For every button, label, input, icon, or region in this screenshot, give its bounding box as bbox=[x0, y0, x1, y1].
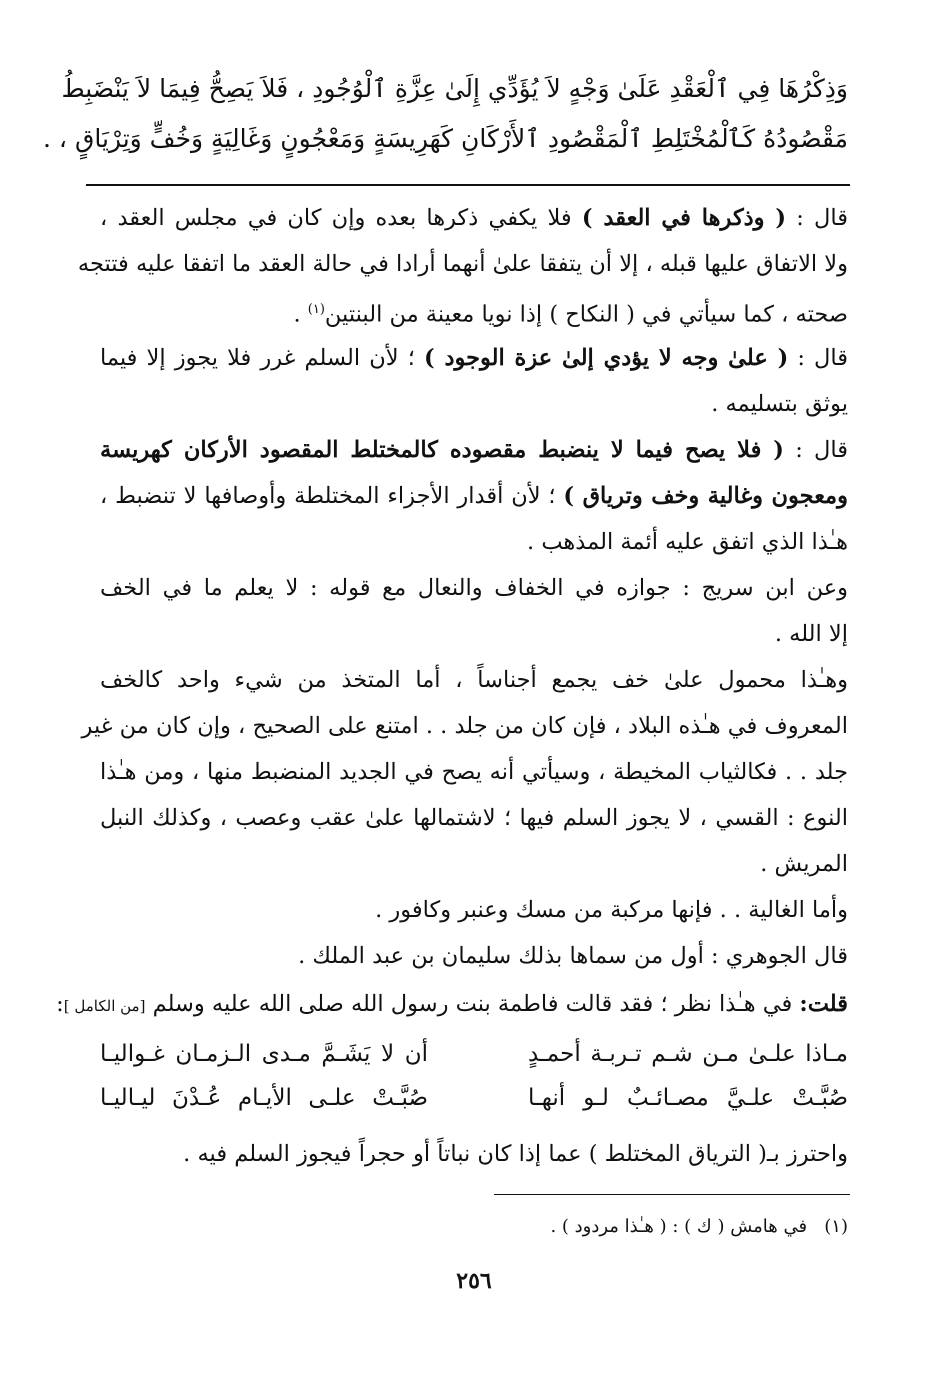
commentary-p5-line-1: وهـٰذا محمول علىٰ خف يجمع أجناساً ، أما المتخذ من شيء واحد كالخف bbox=[100, 667, 848, 693]
matn-separator-rule bbox=[86, 184, 850, 186]
commentary-p2-line-2: يوثق بتسليمه . bbox=[711, 391, 848, 417]
commentary-text: فلا يكفي ذكرها بعده وإن كان في مجلس العقد ، bbox=[100, 205, 582, 231]
poetic-meter-label: [من الكامل ] bbox=[63, 997, 146, 1015]
verse-2-first-hemistich: صُبَّـتْ علـيَّ مصـائـبٌ لـو أنهـا bbox=[528, 1085, 848, 1111]
qala-label: قال : bbox=[783, 437, 849, 463]
commentary-p3-line-2 bbox=[100, 476, 848, 516]
qultu-label: قلت: bbox=[799, 991, 848, 1017]
verse-2-second-hemistich: صُبَّـتْ علـى الأيـام عُـدْنَ ليـاليـا bbox=[100, 1085, 428, 1111]
commentary-p7: قال الجوهري : أول من سماها بذلك سليمان بن عبد الملك . bbox=[298, 943, 848, 969]
quoted-matn: ( علىٰ وجه لا يؤدي إلىٰ عزة الوجود ) bbox=[424, 345, 789, 371]
quoted-matn: ومعجون وغالية وخف وترياق ) bbox=[563, 483, 848, 509]
commentary-text: . bbox=[293, 301, 308, 328]
verse-1-first-hemistich: مـاذا علـىٰ مـن شـم تـربـة أحمـدٍ bbox=[528, 1041, 848, 1067]
quoted-matn: ( وذكرها في العقد ) bbox=[581, 205, 787, 231]
commentary-p5-line-3: جلد . . فكالثياب المخيطة ، وسيأتي أنه يصح في الجديد المنضبط منها ، ومن هـٰذا bbox=[100, 759, 848, 785]
page-number: ٢٥٦ bbox=[456, 1268, 492, 1294]
commentary-p5-line-5: المريش . bbox=[760, 851, 848, 877]
footnote-1 bbox=[550, 1212, 848, 1242]
quoted-matn: ( فلا يصح فيما لا ينضبط مقصوده كالمختلط المقصود الأركان كهريسة bbox=[100, 437, 784, 463]
commentary-p1-line-3 bbox=[100, 290, 848, 330]
footnote-text: في هامش ( ك ) : ( هـٰذا مردود ) . bbox=[550, 1216, 808, 1237]
commentary-p5-line-4: النوع : القسي ، لا يجوز السلم فيها ؛ لاشتمالها علىٰ عقب وعصب ، وكذلك النبل bbox=[100, 805, 848, 831]
commentary-p9: واحترز بـ( الترياق المختلط ) عما إذا كان نباتاً أو حجراً فيجوز السلم فيه . bbox=[183, 1141, 848, 1167]
commentary-p6: وأما الغالية . . فإنها مركبة من مسك وعنبر وكافور . bbox=[375, 897, 848, 923]
qala-label: قال : bbox=[788, 345, 849, 371]
commentary-p4-line-1: وعن ابن سريج : جوازه في الخفاف والنعال مع قوله : لا يعلم ما في الخف bbox=[100, 575, 848, 601]
matn-line-2: مَقْصُودُهُ كَٱلْمُخْتَلِطِ ٱلْمَقْصُودِ ٱلأَرْكَانِ كَهَرِيسَةٍ وَمَعْجُونٍ وَغَالِيَةٍ وَخُفٍّ وَتِرْيَاقٍ ، . bbox=[43, 124, 848, 153]
matn-line-1: وَذِكْرُهَا فِي ٱلْعَقْدِ عَلَىٰ وَجْهٍ لاَ يُؤَدِّي إِلَىٰ عِزَّةِ ٱلْوُجُودِ ، فَلاَ يَصِحُّ فِيمَا لاَ يَنْضَبِطُ bbox=[61, 74, 848, 103]
commentary-text: ؛ لأن أقدار الأجزاء المختلطة وأوصافها لا تنضبط ، bbox=[100, 483, 564, 509]
commentary-p5-line-2: المعروف في هـٰذه البلاد ، فإن كان من جلد . . امتنع على الصحيح ، وإن كان من غير bbox=[81, 713, 848, 739]
commentary-p1-line-2: ولا الاتفاق عليها قبله ، إلا أن يتفقا علىٰ أنهما أرادا في حالة العقد ما اتفقا عليه فتتجه bbox=[77, 251, 848, 277]
commentary-p2-line-1 bbox=[100, 338, 848, 378]
verse-1-second-hemistich: أن لا يَشَـمَّ مـدى الـزمـان غـواليـا bbox=[100, 1041, 428, 1067]
commentary-p4-line-2: إلا الله . bbox=[774, 621, 848, 647]
commentary-text: في هـٰذا نظر ؛ فقد قالت فاطمة بنت رسول الله صلى الله عليه وسلم bbox=[145, 991, 800, 1017]
footnote-marker: (١) bbox=[824, 1216, 848, 1237]
footnote-separator-rule bbox=[494, 1194, 850, 1195]
commentary-p3-line-1 bbox=[100, 430, 848, 470]
qala-label: قال : bbox=[786, 205, 848, 231]
footnote-reference: (١) bbox=[307, 302, 325, 317]
commentary-text: : bbox=[56, 991, 64, 1017]
commentary-p8 bbox=[56, 984, 848, 1024]
commentary-p3-line-3: هـٰذا الذي اتفق عليه أئمة المذهب . bbox=[527, 529, 848, 555]
commentary-text: ؛ لأن السلم غرر فلا يجوز إلا فيما bbox=[100, 345, 425, 371]
commentary-text: صحته ، كما سيأتي في ( النكاح ) إذا نويا معينة من البنتين bbox=[324, 301, 848, 328]
commentary-p1-line-1 bbox=[100, 198, 848, 238]
